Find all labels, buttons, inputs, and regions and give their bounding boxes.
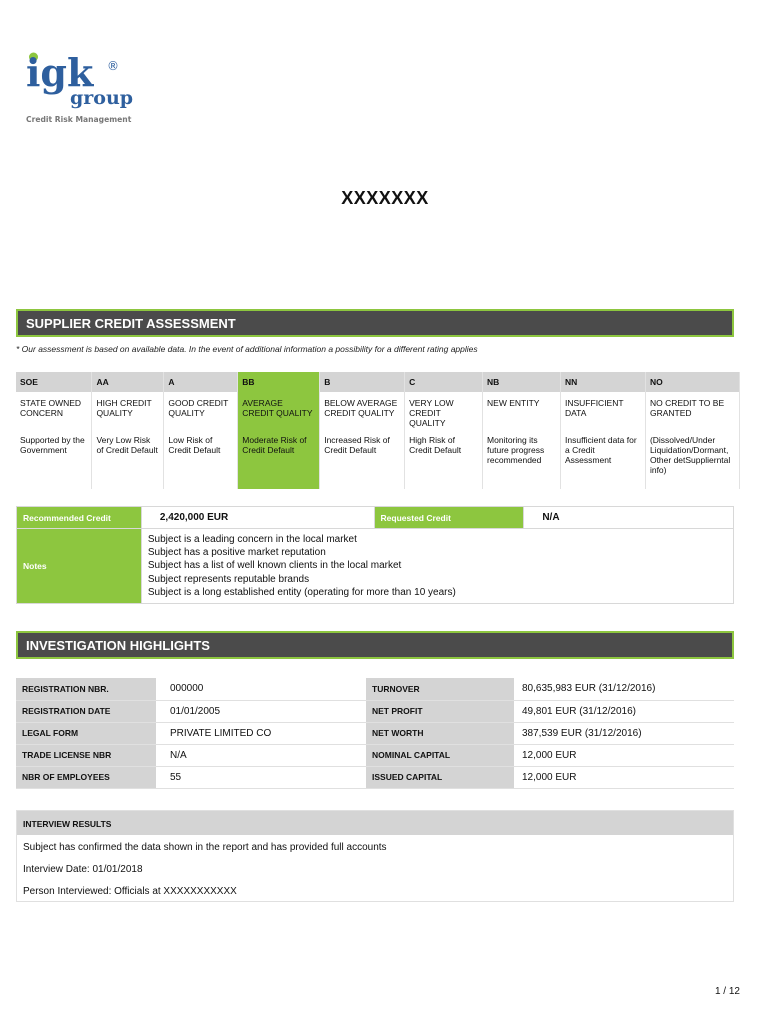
assessment-disclaimer: * Our assessment is based on available data. In the event of additional information a possibility for a different rating applies (16, 344, 478, 354)
field-value: 000000 (156, 678, 366, 700)
interview-results-box (16, 810, 734, 902)
field-value: 12,000 EUR (514, 744, 734, 766)
rating-code: C (405, 372, 483, 392)
investigation-highlights-header (16, 631, 734, 659)
rating-description: (Dissolved/Under Liquidation/Dormant, Other detSupplierntal info) (645, 431, 739, 489)
rating-description: High Risk of Credit Default (405, 431, 483, 489)
logo-registered-mark: ® (107, 59, 119, 73)
rating-name-row (16, 392, 740, 431)
section-title: SUPPLIER CREDIT ASSESSMENT (26, 316, 236, 331)
field-label: NBR OF EMPLOYEES (16, 766, 156, 788)
rating-code: AA (92, 372, 164, 392)
page-number: 1 / 12 (714, 986, 740, 997)
table-row (16, 722, 734, 744)
field-label: NOMINAL CAPITAL (366, 744, 514, 766)
rating-name: GOOD CREDIT QUALITY (164, 392, 238, 431)
credit-row (17, 507, 734, 529)
field-label: REGISTRATION NBR. (16, 678, 156, 700)
rating-code-row (16, 372, 740, 392)
note-line: Subject is a leading concern in the local market (147, 534, 357, 545)
notes-content (141, 529, 733, 604)
logo-mark (24, 50, 139, 130)
field-label: TURNOVER (366, 678, 514, 700)
report-title: XXXXXXX (341, 188, 429, 208)
rating-description: Monitoring its future progress recommended (483, 431, 561, 489)
rating-code: NB (483, 372, 561, 392)
supplier-credit-assessment-header (16, 309, 734, 337)
credit-rating-scale (16, 372, 740, 489)
field-value: N/A (156, 744, 366, 766)
interview-line: Interview Date: 01/01/2018 (23, 864, 143, 875)
field-value: 49,801 EUR (31/12/2016) (514, 700, 734, 722)
rating-name: STATE OWNED CONCERN (16, 392, 92, 431)
field-value: 387,539 EUR (31/12/2016) (514, 722, 734, 744)
rating-name: NO CREDIT TO BE GRANTED (645, 392, 739, 431)
note-line: Subject represents reputable brands (147, 573, 310, 585)
field-value: 12,000 EUR (514, 766, 734, 788)
interview-results-header: INTERVIEW RESULTS (17, 811, 733, 835)
section-title: INVESTIGATION HIGHLIGHTS (26, 638, 210, 653)
rating-description: Very Low Risk of Credit Default (92, 431, 164, 489)
logo-tagline: Credit Risk Management (26, 115, 132, 124)
rating-name: VERY LOW CREDIT QUALITY (405, 392, 483, 431)
rating-name: NEW ENTITY (483, 392, 561, 431)
table-row (16, 766, 734, 788)
rating-description-row (16, 431, 740, 489)
rating-description: Insufficient data for a Credit Assessment (561, 431, 646, 489)
rating-name-selected: AVERAGE CREDIT QUALITY (238, 392, 320, 431)
notes-row (17, 529, 734, 604)
table-row (16, 700, 734, 722)
rating-code-selected: BB (238, 372, 320, 392)
interview-line: Subject has confirmed the data shown in the report and has provided full accounts (23, 842, 387, 853)
table-row (16, 678, 734, 700)
rating-description: Increased Risk of Credit Default (320, 431, 405, 489)
field-value: PRIVATE LIMITED CO (156, 722, 366, 744)
recommended-credit-label: Recommended Credit (17, 507, 142, 529)
rating-name: HIGH CREDIT QUALITY (92, 392, 164, 431)
rating-code: NN (561, 372, 646, 392)
field-label: ISSUED CAPITAL (366, 766, 514, 788)
requested-credit-value: N/A (524, 507, 734, 529)
logo-brand-text: igk (26, 50, 94, 95)
field-label: LEGAL FORM (16, 722, 156, 744)
rating-name: BELOW AVERAGE CREDIT QUALITY (320, 392, 405, 431)
note-line: Subject is a long established entity (operating for more than 10 years) (147, 586, 456, 598)
rating-description: Supported by the Government (16, 431, 92, 489)
note-line: Subject has a list of well known clients in the local market (147, 560, 402, 572)
credit-recommendation-table (16, 506, 734, 604)
requested-credit-label: Requested Credit (374, 507, 524, 529)
rating-code: A (164, 372, 238, 392)
field-value: 55 (156, 766, 366, 788)
field-label: REGISTRATION DATE (16, 700, 156, 722)
rating-description: Low Risk of Credit Default (164, 431, 238, 489)
igk-group-logo (24, 50, 139, 130)
notes-label: Notes (17, 529, 142, 604)
recommended-credit-value: 2,420,000 EUR (141, 507, 374, 529)
rating-name: INSUFFICIENT DATA (561, 392, 646, 431)
field-value: 80,635,983 EUR (31/12/2016) (514, 678, 734, 700)
field-label: NET WORTH (366, 722, 514, 744)
table-row (16, 744, 734, 766)
interview-line: Person Interviewed: Officials at XXXXXXXXXXX (23, 886, 237, 897)
rating-code: SOE (16, 372, 92, 392)
field-label: TRADE LICENSE NBR (16, 744, 156, 766)
logo-group-text: group (70, 87, 134, 109)
note-line: Subject has a positive market reputation (147, 547, 326, 559)
rating-description-selected: Moderate Risk of Credit Default (238, 431, 320, 489)
rating-code: NO (645, 372, 739, 392)
investigation-highlights-table (16, 678, 734, 789)
field-value: 01/01/2005 (156, 700, 366, 722)
field-label: NET PROFIT (366, 700, 514, 722)
rating-code: B (320, 372, 405, 392)
